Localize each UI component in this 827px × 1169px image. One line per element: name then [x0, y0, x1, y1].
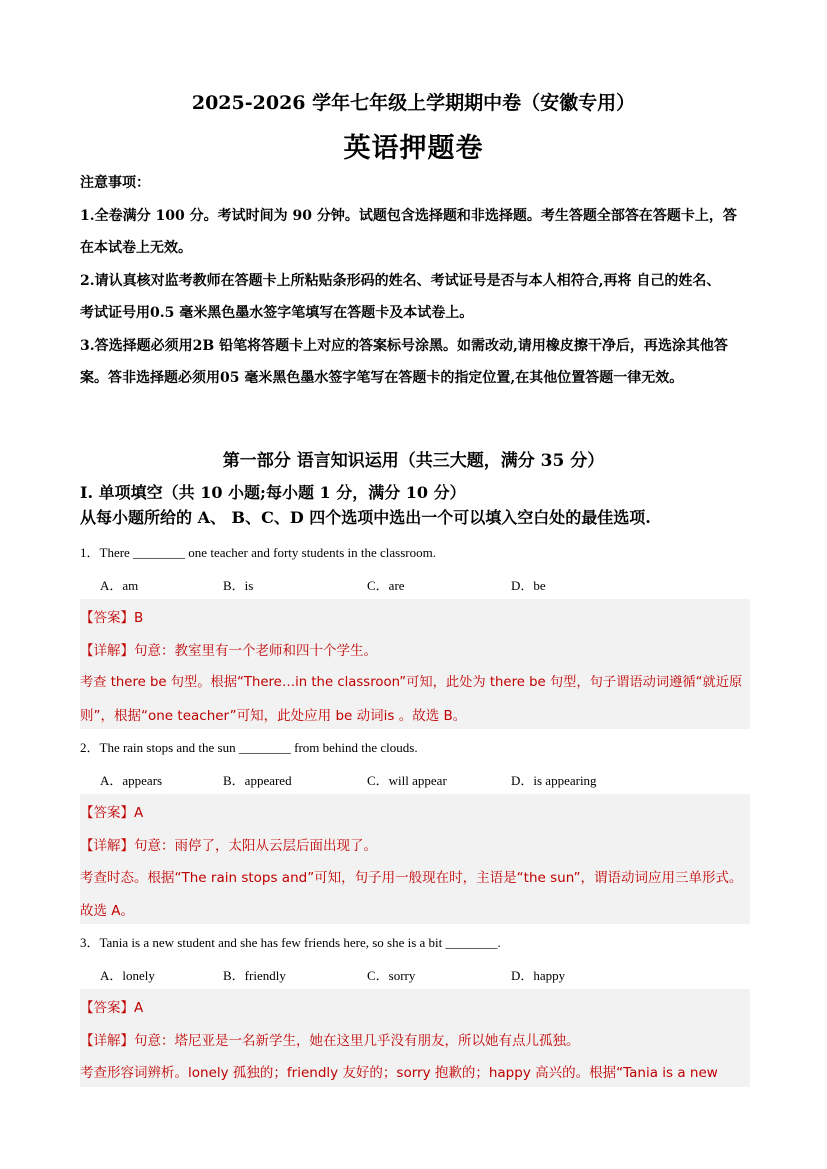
notice-line: 3.答选择题必须用2B 铅笔将答题卡上对应的答案标号涂黑。如需改动,请用橡皮擦干净后，再选涂其他答	[80, 338, 728, 354]
answer-label: 【答案】A	[80, 805, 144, 821]
notice-heading: 注意事项：	[80, 175, 150, 191]
exam-subtitle: 英语押题卷	[343, 133, 484, 164]
answer-box	[80, 794, 750, 924]
answer-label: 【答案】A	[80, 1000, 144, 1016]
option-d: D．is appearing	[511, 773, 597, 788]
explanation-line: 故选 A。	[80, 903, 135, 919]
option-b: B．friendly	[223, 968, 286, 983]
notice-line: 考试证号用0.5 毫米黑色墨水签字笔填写在答题卡及本试卷上。	[80, 305, 474, 321]
part-title: I. 单项填空（共 10 小题;每小题 1 分，满分 10 分）	[80, 483, 466, 502]
question-stem: 2．The rain stops and the sun ________ from behind the clouds.	[80, 740, 418, 755]
option-c: C．will appear	[367, 773, 447, 788]
option-a: A．appears	[100, 773, 163, 788]
option-d: D．happy	[511, 968, 566, 983]
option-b: B．appeared	[223, 773, 292, 788]
option-b: B．is	[223, 578, 254, 593]
option-a: A．lonely	[100, 968, 155, 983]
option-d: D．be	[511, 578, 546, 593]
explanation-line: 【详解】句意：塔尼亚是一名新学生，她在这里几乎没有朋友，所以她有点儿孤独。	[80, 1033, 580, 1049]
question-stem: 1．There ________ one teacher and forty students in the classroom.	[80, 545, 436, 560]
option-c: C．sorry	[367, 968, 416, 983]
exam-title: 2025-2026 学年七年级上学期期中卷（安徽专用）	[191, 92, 636, 114]
section-title: 第一部分 语言知识运用（共三大题，满分 35 分）	[222, 451, 605, 471]
option-c: C．are	[367, 578, 405, 593]
option-a: A．am	[100, 578, 139, 593]
explanation-line: 考查时态。根据“The rain stops and”可知，句子用一般现在时，主语是“the sun”，谓语动词应用三单形式。	[80, 870, 743, 886]
answer-label: 【答案】B	[80, 610, 144, 626]
notice-line: 案。答非选择题必须用05 毫米黑色墨水签字笔写在答题卡的指定位置,在其他位置答题一律无效。	[80, 370, 684, 386]
explanation-line: 【详解】句意：教室里有一个老师和四十个学生。	[80, 643, 377, 659]
notice-line: 在本试卷上无效。	[80, 240, 192, 256]
question-stem: 3．Tania is a new student and she has few friends here, so she is a bit ________.	[80, 935, 501, 950]
notice-line: 2.请认真核对监考教师在答题卡上所粘贴条形码的姓名、考试证号是否与本人相符合,再将 自己的姓名、	[80, 273, 721, 289]
explanation-line: 考查 there be 句型。根据“There…in the classroon”可知，此处为 there be 句型，句子谓语动词遵循“就近原	[80, 675, 743, 690]
explanation-line: 则”，根据“one teacher”可知，此处应用 be 动词is 。故选 B。	[80, 708, 467, 724]
notice-line: 1.全卷满分 100 分。考试时间为 90 分钟。试题包含选择题和非选择题。考生答题全部答在答题卡上，答	[80, 208, 737, 224]
explanation-line: 考查形容词辨析。lonely 孤独的；friendly 友好的；sorry 抱歉的；happy 高兴的。根据“Tania is a new	[80, 1065, 718, 1081]
instruction: 从每小题所给的 A、 B、C、D 四个选项中选出一个可以填入空白处的最佳选项.	[80, 508, 651, 527]
explanation-line: 【详解】句意：雨停了，太阳从云层后面出现了。	[80, 838, 377, 854]
